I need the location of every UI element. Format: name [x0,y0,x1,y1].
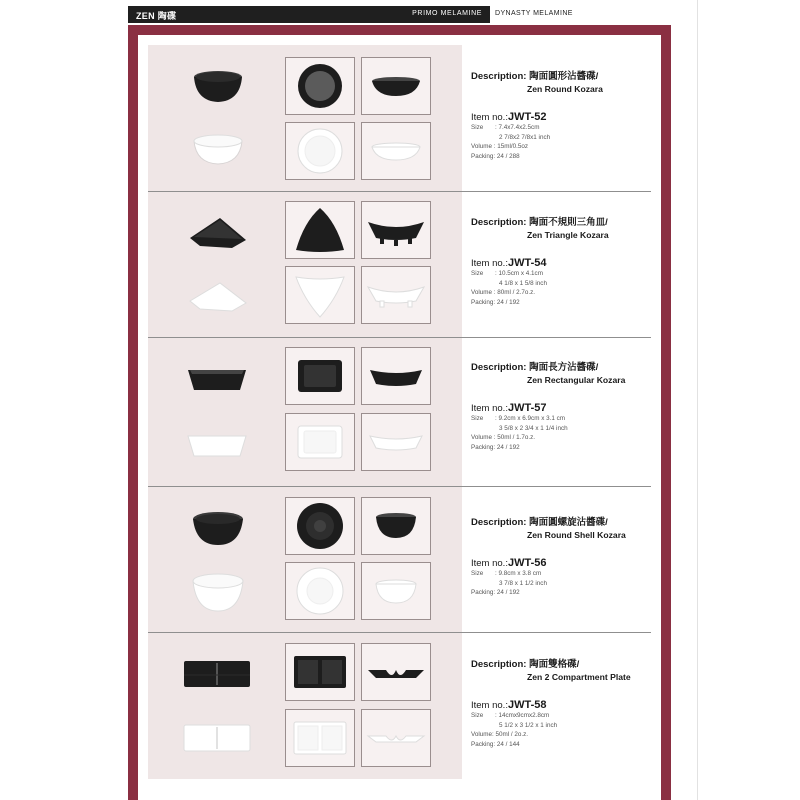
description-en: Zen 2 Compartment Plate [527,672,631,682]
black-round-bowl-top-photo [285,57,355,115]
item-label: Item no.: [471,258,508,269]
description-label: Description: [471,71,527,82]
black-round-bowl-side-photo [188,65,248,107]
volume-line: Volume: 50ml / 2o.z. [471,731,529,739]
description-en: Zen Round Shell Kozara [527,530,626,540]
item-number: JWT-52 [507,111,547,123]
white-compartment-plate-profile-photo [361,709,431,767]
size-line-2 [471,133,651,143]
size-line-2 [471,279,651,289]
item-label: Item no.: [471,403,508,414]
black-triangle-dish-side-photo [186,210,250,252]
description-label: Description: [471,217,527,228]
size-line-2 [471,721,651,731]
size-line-1 [471,123,651,133]
size-line-1 [471,414,651,424]
size-label: Size [471,270,484,277]
white-round-bowl-top-photo [285,122,355,180]
item-number-row [471,111,651,123]
black-shell-bowl-side-photo [188,507,248,549]
description-label: Description: [471,659,527,670]
white-round-bowl-side-photo [188,127,248,169]
product-info-jwt-52 [471,71,651,161]
size-label: Size [471,124,484,131]
black-compartment-plate-side-photo [180,657,254,693]
size-metric: : 9.2cm x 6.9cm x 3.1 cm [495,415,565,422]
size-line-1 [471,711,651,721]
item-number: JWT-56 [507,557,547,569]
item-number-row [471,402,651,414]
black-shell-bowl-top-photo [285,497,355,555]
description-cn: 陶面長方沾醬碟/ [529,362,599,373]
description-cn: 陶面不規則三角皿/ [529,217,608,228]
size-line-2 [471,424,651,434]
packing-line: Packing: 24 / 288 [471,152,520,160]
size-imperial: 3 7/8 x 1 1/2 inch [499,579,547,587]
description-cn: 陶面圓形沾醬碟/ [529,71,599,82]
white-rectangular-dish-top-photo [285,413,355,471]
white-rectangular-dish-side-photo [184,426,250,466]
white-rectangular-dish-profile-photo [361,413,431,471]
item-number: JWT-57 [507,402,547,414]
brand-dynasty-label: DYNASTY MELAMINE [495,10,573,17]
description-label: Description: [471,362,527,373]
product-section-jwt-52 [148,45,651,191]
packing-line: Packing: 24 / 192 [471,298,520,306]
black-shell-bowl-profile-photo [361,497,431,555]
size-line-1 [471,269,651,279]
white-compartment-plate-side-photo [180,719,254,757]
page-edge-rule [697,0,698,800]
product-info-jwt-58 [471,659,651,749]
size-metric: : 9.8cm x 3.8 cm [495,570,542,577]
header-bar [128,6,668,23]
item-number-row [471,257,651,269]
description-en: Zen Triangle Kozara [527,230,609,240]
product-info-jwt-54 [471,217,651,307]
packing-line: Packing: 24 / 192 [471,443,520,451]
black-rectangular-dish-profile-photo [361,347,431,405]
size-metric: : 10.5cm x 4.1cm [495,270,543,277]
product-section-jwt-54 [148,192,651,337]
product-info-jwt-57 [471,362,651,452]
size-line-1 [471,569,651,579]
size-label: Size [471,570,484,577]
product-info-jwt-56 [471,517,651,598]
white-round-bowl-profile-photo [361,122,431,180]
black-rectangular-dish-side-photo [184,358,250,398]
white-shell-bowl-profile-photo [361,562,431,620]
size-label: Size [471,415,484,422]
item-number-row [471,557,651,569]
description-label: Description: [471,517,527,528]
product-section-jwt-56 [148,487,651,632]
size-imperial: 2 7/8x2 7/8x1 inch [499,133,551,141]
item-label: Item no.: [471,112,508,123]
size-imperial: 3 5/8 x 2 3/4 x 1 1/4 inch [499,424,568,432]
item-number: JWT-54 [507,257,547,269]
white-shell-bowl-side-photo [188,569,248,615]
item-label: Item no.: [471,700,508,711]
volume-line: Volume : 80ml / 2.7o.z. [471,289,536,297]
packing-line: Packing: 24 / 192 [471,589,520,597]
description-cn: 陶面雙格碟/ [529,659,580,670]
size-label: Size [471,712,484,719]
description-cn: 陶面圓螺旋沾醬碟/ [529,517,608,528]
section-label: ZEN 陶碟 [136,11,177,21]
white-triangle-dish-top-photo [285,266,355,324]
white-triangle-dish-profile-photo [361,266,431,324]
white-compartment-plate-top-photo [285,709,355,767]
volume-line: Volume : 15ml/0.5oz [471,143,529,151]
black-triangle-dish-top-photo [285,201,355,259]
volume-line: Volume : 50ml / 1.7o.z. [471,434,536,442]
brand-primo-label: PRIMO MELAMINE [412,10,482,17]
description-en: Zen Round Kozara [527,84,603,94]
brand-tab-primo [290,6,490,23]
product-section-jwt-58 [148,633,651,779]
description-en: Zen Rectangular Kozara [527,375,626,385]
packing-line: Packing: 24 / 144 [471,740,520,748]
white-triangle-dish-side-photo [186,275,250,317]
white-shell-bowl-top-photo [285,562,355,620]
black-triangle-dish-profile-photo [361,201,431,259]
black-compartment-plate-profile-photo [361,643,431,701]
item-label: Item no.: [471,558,508,569]
size-metric: : 7.4x7.4x2.5cm [495,124,540,131]
size-imperial: 4 1/8 x 1 5/8 inch [499,279,547,287]
size-metric: : 14cmx9cmx2.8cm [495,712,550,719]
product-section-jwt-57 [148,338,651,486]
black-rectangular-dish-top-photo [285,347,355,405]
black-round-bowl-profile-photo [361,57,431,115]
size-imperial: 5 1/2 x 3 1/2 x 1 inch [499,721,558,729]
section-tab [128,6,290,23]
item-number: JWT-58 [507,699,547,711]
item-number-row [471,699,651,711]
black-compartment-plate-top-photo [285,643,355,701]
size-line-2 [471,579,651,589]
